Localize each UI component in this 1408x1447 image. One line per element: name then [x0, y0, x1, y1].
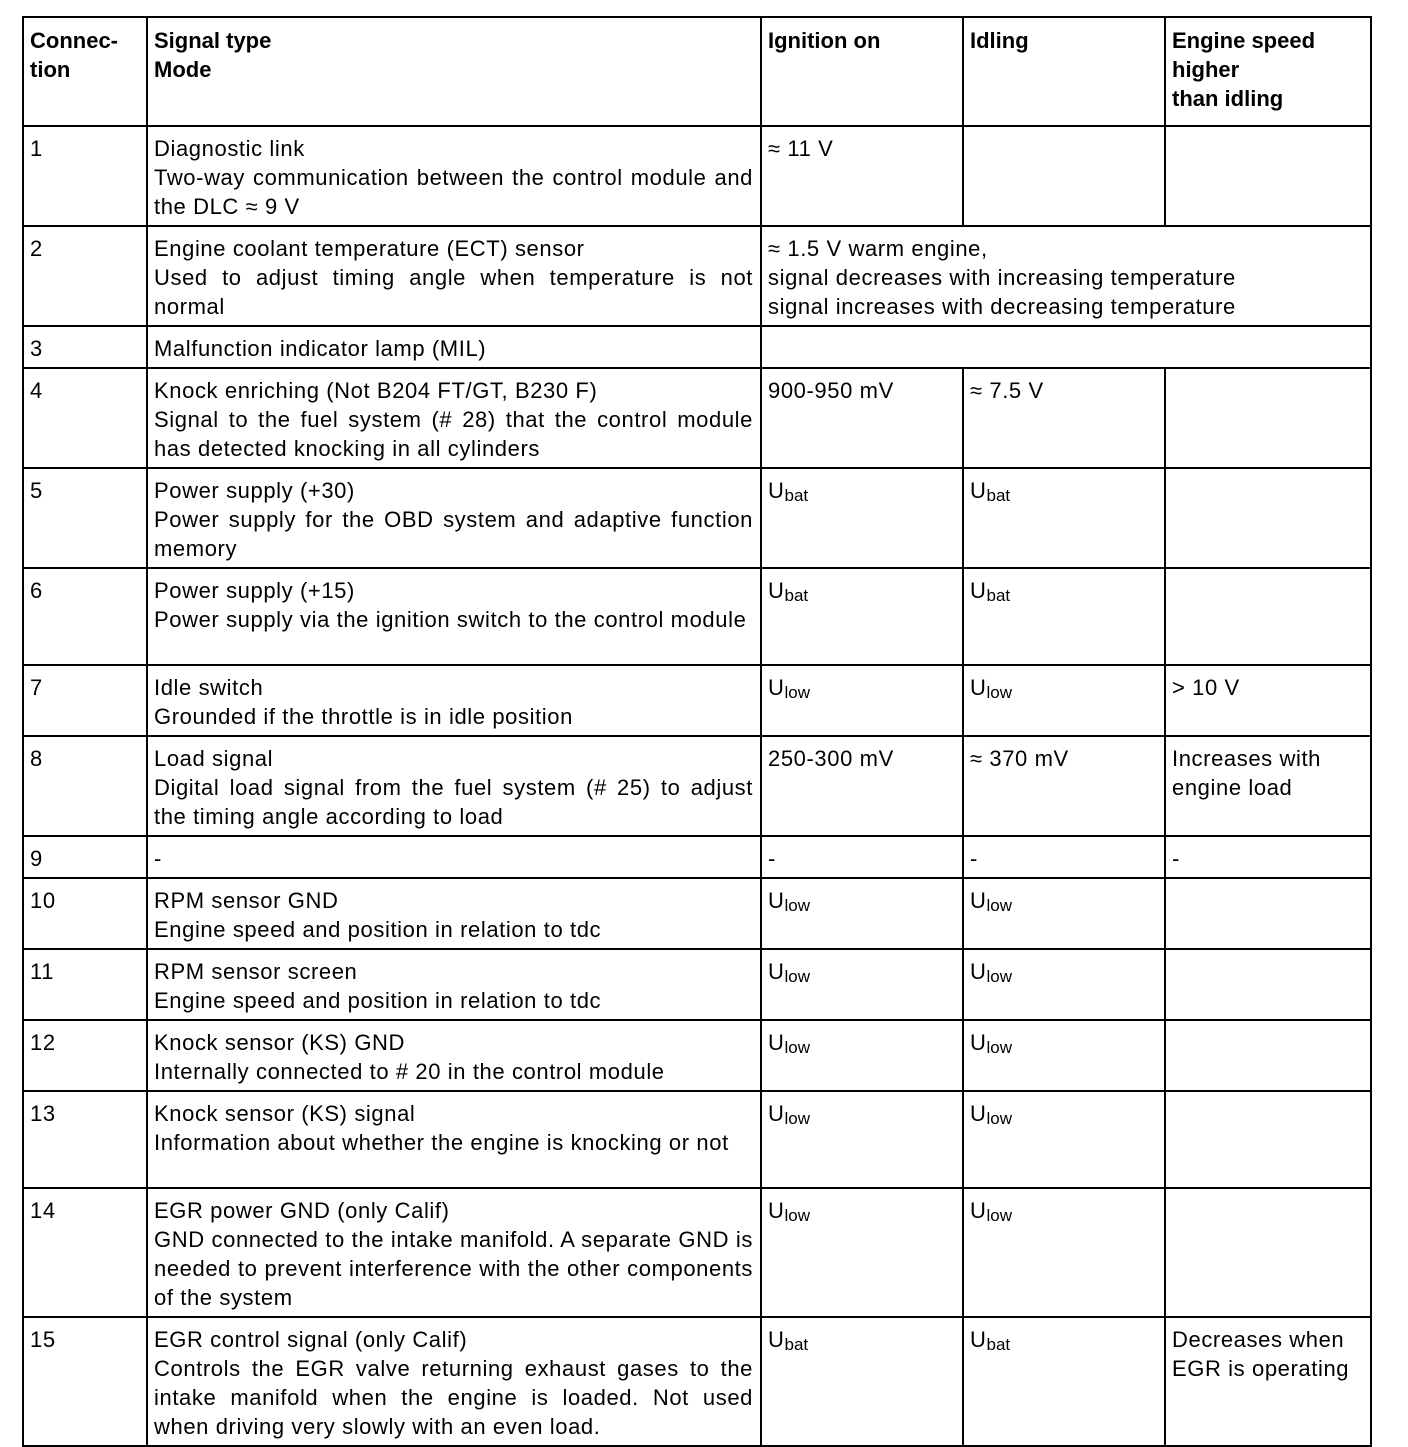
- ignition-on-cell: Ubat: [761, 568, 963, 665]
- connection-cell: 13: [23, 1091, 147, 1188]
- signal-type-cell: [147, 1188, 761, 1317]
- connection-cell: 11: [23, 949, 147, 1020]
- idling-cell: Ubat: [963, 1317, 1165, 1446]
- ignition-on-cell: Ulow: [761, 665, 963, 736]
- signal-description: Internally connected to # 20 in the control module: [154, 1059, 665, 1084]
- header-signal-type: Signal type Mode: [147, 17, 761, 126]
- connection-cell: 4: [23, 368, 147, 468]
- signal-table: [22, 16, 1372, 1447]
- connection-cell: 12: [23, 1020, 147, 1091]
- ignition-on-cell: Ubat: [761, 468, 963, 568]
- idling-cell: ≈ 370 mV: [963, 736, 1165, 836]
- signal-type-cell: [147, 468, 761, 568]
- idling-cell: Ulow: [963, 1188, 1165, 1317]
- merged-value-cell: ≈ 1.5 V warm engine, signal decreases with increasing temperature signal increases with decreasing temperature: [761, 226, 1371, 326]
- ignition-on-cell: Ulow: [761, 878, 963, 949]
- signal-type-cell: [147, 665, 761, 736]
- signal-title: Knock sensor (KS) GND: [154, 1030, 406, 1055]
- idling-cell: Ubat: [963, 468, 1165, 568]
- connection-cell: 1: [23, 126, 147, 226]
- connection-cell: 6: [23, 568, 147, 665]
- idling-cell: -: [963, 836, 1165, 878]
- connection-cell: 15: [23, 1317, 147, 1446]
- signal-type-cell: [147, 126, 761, 226]
- signal-title: Knock enriching (Not B204 FT/GT, B230 F): [154, 378, 598, 403]
- signal-title: Engine coolant temperature (ECT) sensor: [154, 236, 585, 261]
- table-row: [23, 665, 1371, 736]
- signal-description: Power supply via the ignition switch to the control module: [154, 607, 747, 632]
- signal-title: Idle switch: [154, 675, 264, 700]
- ignition-on-cell: 900-950 mV: [761, 368, 963, 468]
- signal-type-cell: [147, 226, 761, 326]
- signal-type-cell: [147, 736, 761, 836]
- signal-title: Diagnostic link: [154, 136, 305, 161]
- table-body: [23, 126, 1371, 1446]
- table-row: [23, 1020, 1371, 1091]
- engine-speed-cell: > 10 V: [1165, 665, 1371, 736]
- ignition-on-cell: Ulow: [761, 1020, 963, 1091]
- engine-speed-cell: [1165, 126, 1371, 226]
- signal-description: Engine speed and position in relation to tdc: [154, 917, 602, 942]
- signal-title: Knock sensor (KS) signal: [154, 1101, 416, 1126]
- signal-title: -: [154, 846, 162, 871]
- engine-speed-cell: [1165, 568, 1371, 665]
- signal-description: Engine speed and position in relation to tdc: [154, 988, 602, 1013]
- header-idling: Idling: [963, 17, 1165, 126]
- engine-speed-cell: Increases with engine load: [1165, 736, 1371, 836]
- idling-cell: Ubat: [963, 568, 1165, 665]
- signal-type-cell: [147, 1091, 761, 1188]
- signal-title: Power supply (+30): [154, 478, 355, 503]
- signal-type-cell: [147, 949, 761, 1020]
- connection-cell: 10: [23, 878, 147, 949]
- table-row: [23, 368, 1371, 468]
- header-row: [23, 17, 1371, 126]
- signal-title: EGR control signal (only Calif): [154, 1327, 468, 1352]
- connection-cell: 5: [23, 468, 147, 568]
- ignition-on-cell: -: [761, 836, 963, 878]
- ignition-on-cell: ≈ 11 V: [761, 126, 963, 226]
- connection-cell: 9: [23, 836, 147, 878]
- ignition-on-cell: 250-300 mV: [761, 736, 963, 836]
- signal-description: Grounded if the throttle is in idle position: [154, 704, 573, 729]
- idling-cell: Ulow: [963, 949, 1165, 1020]
- table-row: [23, 126, 1371, 226]
- signal-type-cell: [147, 836, 761, 878]
- engine-speed-cell: [1165, 1020, 1371, 1091]
- signal-description: Two-way communication between the control module and the DLC ≈ 9 V: [154, 165, 753, 219]
- signal-type-cell: [147, 1020, 761, 1091]
- table-row: [23, 1317, 1371, 1446]
- engine-speed-cell: [1165, 878, 1371, 949]
- signal-description: Used to adjust timing angle when temperature is not normal: [154, 265, 753, 319]
- engine-speed-cell: [1165, 1188, 1371, 1317]
- ignition-on-cell: Ubat: [761, 1317, 963, 1446]
- ignition-on-cell: Ulow: [761, 1188, 963, 1317]
- table-row: [23, 836, 1371, 878]
- signal-description: Signal to the fuel system (# 28) that the control module has detected knocking in all cylinders: [154, 407, 753, 461]
- signal-title: Malfunction indicator lamp (MIL): [154, 336, 487, 361]
- connection-cell: 2: [23, 226, 147, 326]
- table-row: [23, 736, 1371, 836]
- signal-description: Information about whether the engine is knocking or not: [154, 1130, 729, 1155]
- header-connection: Connec- tion: [23, 17, 147, 126]
- table-row: [23, 226, 1371, 326]
- table-row: [23, 949, 1371, 1020]
- signal-type-cell: [147, 878, 761, 949]
- engine-speed-cell: -: [1165, 836, 1371, 878]
- signal-title: Power supply (+15): [154, 578, 355, 603]
- table-row: [23, 468, 1371, 568]
- signal-description: Power supply for the OBD system and adaptive function memory: [154, 507, 753, 561]
- signal-title: EGR power GND (only Calif): [154, 1198, 450, 1223]
- merged-value-cell: [761, 326, 1371, 368]
- table-row: [23, 1188, 1371, 1317]
- idling-cell: Ulow: [963, 665, 1165, 736]
- table-row: [23, 1091, 1371, 1188]
- signal-title: Load signal: [154, 746, 274, 771]
- signal-description: Digital load signal from the fuel system (# 25) to adjust the timing angle according to load: [154, 775, 753, 829]
- header-ignition-on: Ignition on: [761, 17, 963, 126]
- engine-speed-cell: [1165, 949, 1371, 1020]
- signal-title: RPM sensor GND: [154, 888, 339, 913]
- signal-type-cell: [147, 326, 761, 368]
- table-row: [23, 568, 1371, 665]
- signal-title: RPM sensor screen: [154, 959, 358, 984]
- connection-cell: 7: [23, 665, 147, 736]
- connection-cell: 14: [23, 1188, 147, 1317]
- signal-description: Controls the EGR valve returning exhaust gases to the intake manifold when the engine is loaded. Not used when driving very slowly with an even load.: [154, 1356, 753, 1439]
- signal-type-cell: [147, 1317, 761, 1446]
- idling-cell: Ulow: [963, 1091, 1165, 1188]
- ignition-on-cell: Ulow: [761, 949, 963, 1020]
- ignition-on-cell: Ulow: [761, 1091, 963, 1188]
- table-row: [23, 326, 1371, 368]
- header-engine-speed: Engine speed higher than idling: [1165, 17, 1371, 126]
- idling-cell: Ulow: [963, 878, 1165, 949]
- engine-speed-cell: [1165, 1091, 1371, 1188]
- idling-cell: [963, 126, 1165, 226]
- table-row: [23, 878, 1371, 949]
- signal-description: GND connected to the intake manifold. A separate GND is needed to prevent interference with the other components of the system: [154, 1227, 753, 1310]
- engine-speed-cell: Decreases when EGR is operating: [1165, 1317, 1371, 1446]
- engine-speed-cell: [1165, 368, 1371, 468]
- engine-speed-cell: [1165, 468, 1371, 568]
- signal-type-cell: [147, 368, 761, 468]
- connection-cell: 3: [23, 326, 147, 368]
- idling-cell: ≈ 7.5 V: [963, 368, 1165, 468]
- connection-cell: 8: [23, 736, 147, 836]
- idling-cell: Ulow: [963, 1020, 1165, 1091]
- signal-type-cell: [147, 568, 761, 665]
